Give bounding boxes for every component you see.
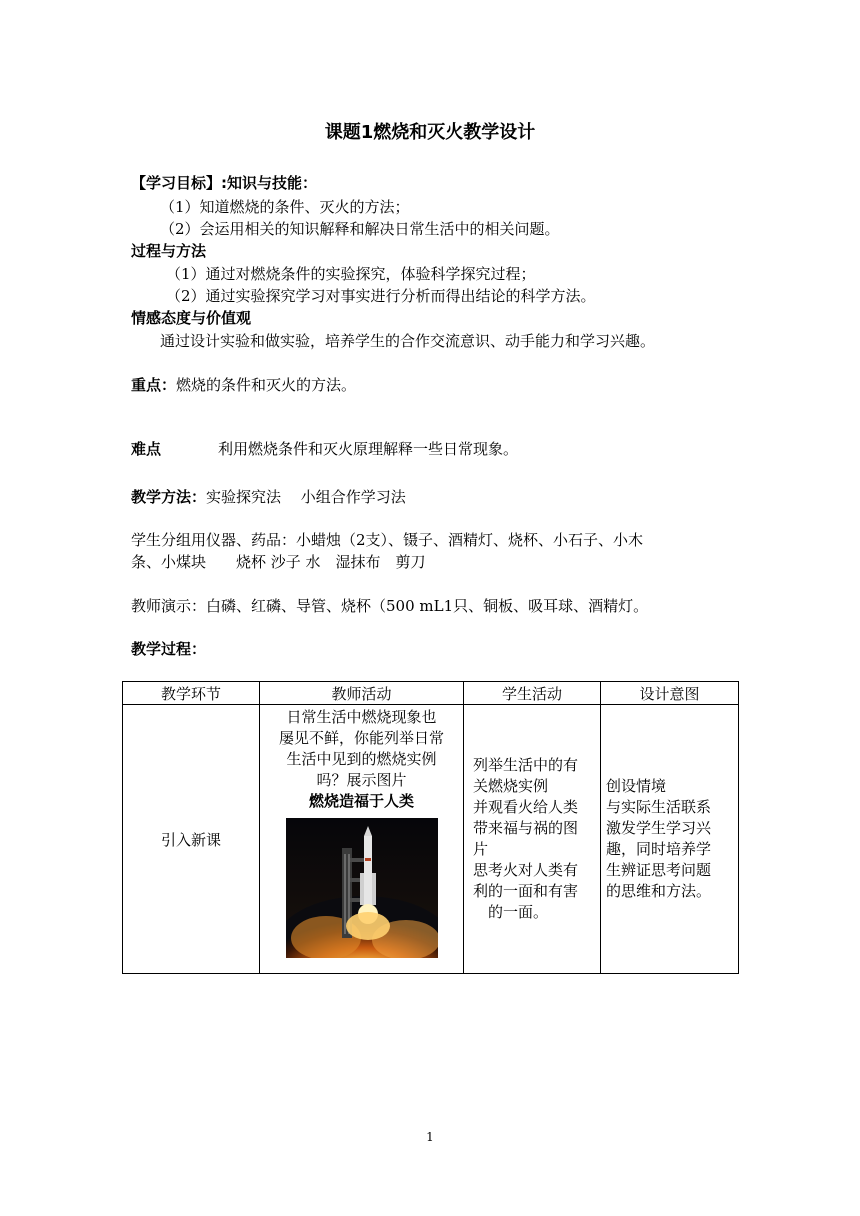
design-line: 趣，同时培养学: [606, 840, 712, 858]
student-line: 的一面。: [473, 903, 549, 921]
key-point-text: 燃烧的条件和灭火的方法。: [176, 376, 357, 394]
design-intent-cell: [601, 705, 739, 974]
materials-line-1: 学生分组用仪器、药品：小蜡烛（2支）、镊子、酒精灯、烧杯、小石子、小木: [131, 531, 644, 549]
knowledge-item-1: （1）知道燃烧的条件、灭火的方法；: [160, 198, 410, 216]
teacher-line: 生活中见到的燃烧实例: [286, 750, 437, 768]
table-header-row: [123, 682, 739, 705]
student-line: 并观看火给人类: [473, 798, 579, 816]
process-item-1: （1）通过对燃烧条件的实验探究，体验科学探究过程；: [166, 265, 536, 283]
design-line: 的思维和方法。: [606, 882, 712, 900]
process-item-2: （2）通过实验探究学习对事实进行分析而得出结论的科学方法。: [166, 287, 596, 305]
document-title: 课题1燃烧和灭火教学设计: [324, 122, 536, 143]
materials-line-2: 条、小煤块 烧杯 沙子 水 湿抹布 剪刀: [131, 553, 426, 571]
teacher-line: 吗？展示图片: [316, 771, 407, 789]
design-line: 生辨证思考问题: [606, 861, 712, 879]
header-student-activity: 学生活动: [464, 682, 601, 705]
rocket-launch-illustration: [286, 818, 438, 958]
stage-cell: 引入新课: [123, 705, 260, 974]
key-point-label: 重点：: [131, 376, 177, 394]
student-line: 利的一面和有害: [473, 882, 579, 900]
design-line: 与实际生活联系: [606, 798, 712, 816]
student-line: 带来福与祸的图: [473, 819, 579, 837]
emotion-text: 通过设计实验和做实验，培养学生的合作交流意识、动手能力和学习兴趣。: [160, 332, 656, 350]
knowledge-item-2: （2）会运用相关的知识解释和解决日常生活中的相关问题。: [160, 220, 560, 238]
teacher-line: 屡见不鲜，你能列举日常: [278, 729, 444, 747]
student-line: 片: [473, 840, 489, 858]
teacher-demo: 教师演示：白磷、红磷、导管、烧杯（500 mL1只、铜板、吸耳球、酒精灯。: [131, 597, 649, 615]
key-point: [131, 375, 356, 395]
student-line: 列举生活中的有: [473, 756, 579, 774]
header-stage: 教学环节: [123, 682, 260, 705]
emotion-heading: 情感态度与价值观: [131, 309, 252, 327]
page-number: 1: [426, 1130, 434, 1144]
teaching-methods: [131, 487, 406, 507]
objectives-heading: 【学习目标】:知识与技能：: [131, 174, 317, 192]
design-line: 激发学生学习兴: [606, 819, 712, 837]
teacher-activity-cell: [260, 705, 464, 974]
table-row: [123, 705, 739, 974]
process-method-heading: 过程与方法: [131, 242, 207, 260]
teaching-methods-text: 实验探究法 小组合作学习法: [206, 488, 406, 506]
student-line: 关燃烧实例: [473, 777, 549, 795]
header-design-intent: 设计意图: [601, 682, 739, 705]
design-line: 创设情境: [606, 777, 667, 795]
student-line: 思考火对人类有: [473, 861, 579, 879]
image-caption: 燃烧造福于人类: [308, 792, 414, 810]
teacher-line: 日常生活中燃烧现象也: [286, 708, 437, 726]
rocket-launch-image: [286, 818, 438, 958]
teaching-process-heading: 教学过程：: [131, 640, 207, 658]
header-teacher-activity: 教师活动: [260, 682, 464, 705]
teaching-methods-label: 教学方法：: [131, 488, 207, 506]
teaching-process-table: [122, 681, 739, 974]
student-activity-cell: [464, 705, 601, 974]
difficulty-label: 难点: [131, 440, 162, 458]
difficulty-text: 利用燃烧条件和灭火原理解释一些日常现象。: [218, 440, 519, 458]
